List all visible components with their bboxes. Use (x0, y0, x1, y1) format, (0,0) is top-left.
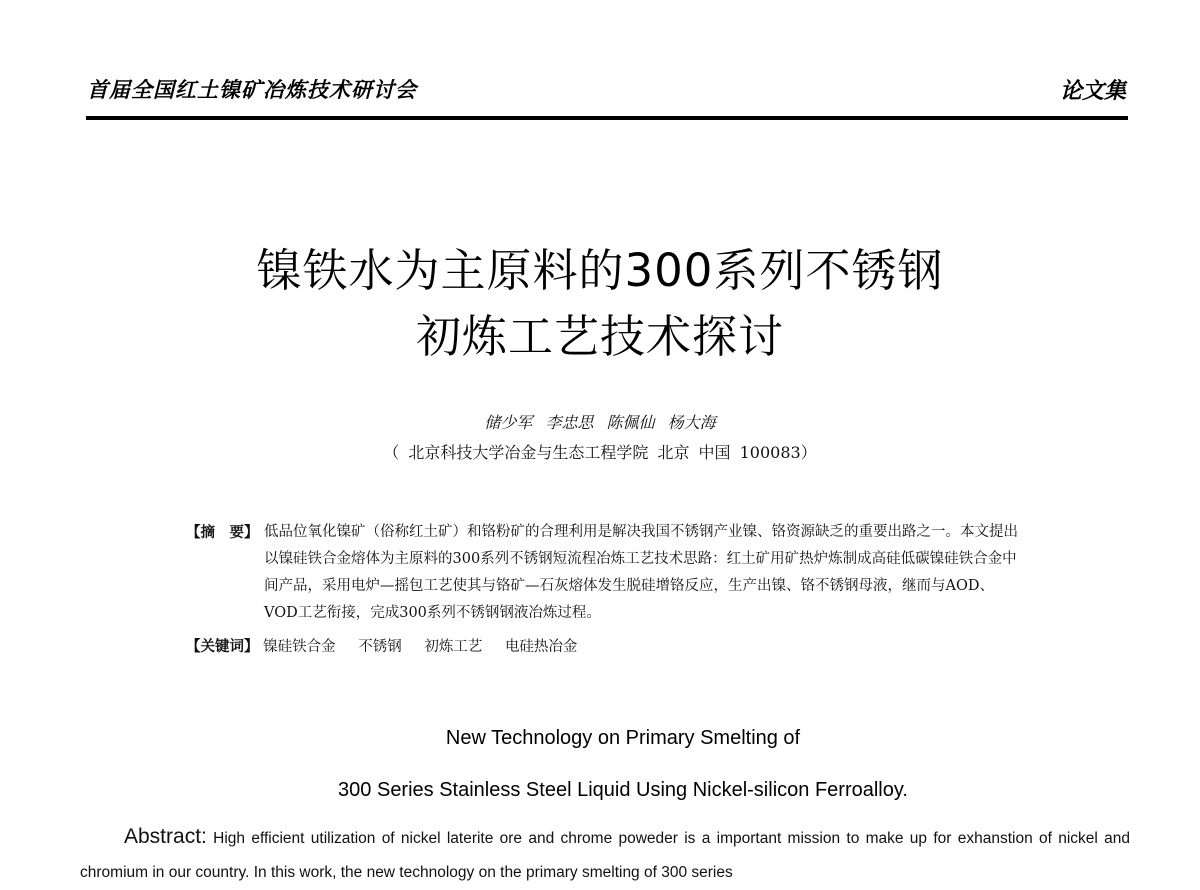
english-abstract-label: Abstract: (124, 825, 207, 848)
keywords (186, 635, 1026, 656)
paper-title-line1: 镍铁水为主原料的300系列不锈钢 (256, 244, 944, 297)
english-title-line2: 300 Series Stainless Steel Liquid Using Nickel-silicon Ferroalloy. (338, 779, 908, 801)
english-title-line1: New Technology on Primary Smelting of (445, 727, 801, 749)
proceedings-label: 论文集 (1059, 79, 1126, 104)
affiliation: （ 北京科技大学冶金与生态工程学院 北京 中国 100083） (383, 443, 817, 462)
keywords-label: 【关键词】 (186, 638, 259, 655)
english-abstract (80, 820, 1130, 890)
keyword: 不锈钢 (358, 639, 402, 655)
authors: 储少军 李忠思 陈佩仙 杨大海 (484, 413, 716, 432)
keyword: 镍硅铁合金 (263, 639, 336, 655)
header-rule (86, 116, 1128, 120)
proceedings-title: 首届全国红土镍矿冶炼技术研讨会 (87, 78, 417, 102)
abstract-cn-text: 低品位氧化镍矿（俗称红土矿）和铬粉矿的合理利用是解决我国不锈钢产业镍、铬资源缺乏的重要出路之一。本文提出以镍硅铁合金熔体为主原料的300系列不锈钢短流程冶炼工艺技术思路：红土矿用矿热炉炼制成高硅低碳镍硅铁合金中间产品，采用电炉—摇包工艺使其与铬矿—石灰熔体发生脱硅增铬反应，生产出镍、铬不锈钢母液，继而与AOD、VOD工艺衔接，完成300系列不锈钢钢液冶炼过程。 (264, 524, 1018, 621)
english-abstract-text: High efficient utilization of nickel laterite ore and chrome poweder is a important mission to make up for exhanstion of nickel and chromium in our country. In this work, the new technology on the primary smelting of 300 series (80, 830, 1130, 881)
abstract-cn-label: 【摘 要】 (186, 524, 259, 541)
abstract-cn (186, 519, 1026, 627)
paper-title-line2: 初炼工艺技术探讨 (415, 310, 784, 363)
keyword: 初炼工艺 (424, 639, 483, 655)
keyword: 电硅热冶金 (504, 639, 578, 655)
